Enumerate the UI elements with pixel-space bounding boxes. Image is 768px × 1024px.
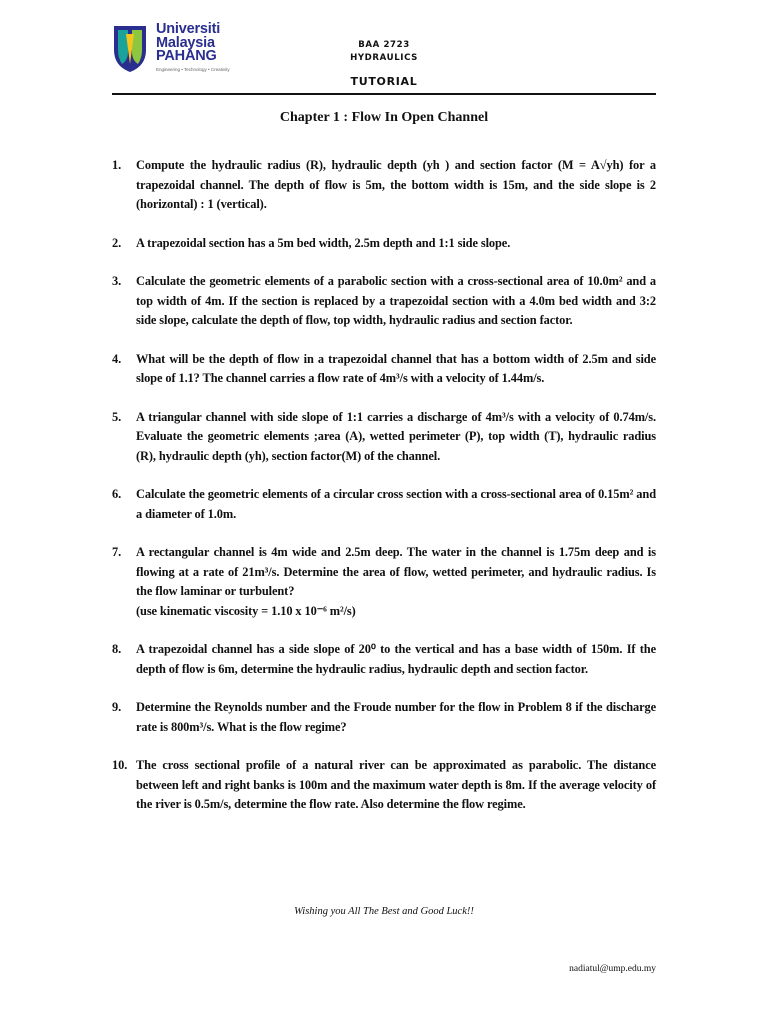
question-number: 5. <box>112 409 122 424</box>
course-code: BAA 2723 <box>358 40 410 50</box>
shield-emblem-icon <box>112 24 148 74</box>
logo-line-1: Universiti <box>156 21 221 37</box>
question-list <box>112 156 656 834</box>
question-text: A trapezoidal section has a 5m bed width, 2.5m depth and 1:1 side slope. <box>136 235 511 250</box>
question-number: 1. <box>112 158 122 172</box>
question-item <box>112 272 656 331</box>
question-item <box>112 698 656 737</box>
question-item <box>112 234 656 254</box>
course-subject: HYDRAULICS <box>350 53 418 63</box>
question-text: Compute the hydraulic radius (R), hydraulic depth (yh ) and section factor (M = A√yh) for a trapezoidal channel. The depth of flow is 5m, the bottom width is 15m, and the side slope is 2 (horizontal) : 1 (vertical). <box>136 158 656 211</box>
question-item <box>112 350 656 389</box>
question-item <box>112 640 656 679</box>
question-note: (use kinematic viscosity = 1.10 x 10⁻⁶ m²/s) <box>136 603 356 618</box>
logo-line-2: Malaysia <box>156 34 215 51</box>
header-divider <box>112 93 656 95</box>
document-type: TUTORIAL <box>350 75 418 88</box>
question-item <box>112 156 656 215</box>
logo-wordmark <box>156 23 220 64</box>
question-item <box>112 485 656 524</box>
university-logo <box>112 20 228 76</box>
question-text: A trapezoidal channel has a side slope of 20⁰ to the vertical and has a base width of 150m. If the depth of flow is 6m, determine the hydraulic radius, hydraulic depth and section factor. <box>136 642 656 676</box>
chapter-title: Chapter 1 : Flow In Open Channel <box>279 110 489 125</box>
question-item <box>112 543 656 621</box>
footer-email: nadiatul@ump.edu.my <box>569 964 656 974</box>
question-text: What will be the depth of flow in a trapezoidal channel that has a bottom width of 2.5m and side slope of 1.1? The channel carries a flow rate of 4m³/s with a velocity of 1.44m/s. <box>136 351 656 385</box>
question-item <box>112 756 656 815</box>
question-number: 3. <box>112 274 122 288</box>
question-text: Calculate the geometric elements of a parabolic section with a cross-sectional area of 10.0m² and a top width of 4m. If the section is replaced by a trapezoidal section with a 4.0m bed width and 3:2 side slope, calculate the depth of flow, top width, hydraulic radius and section factor. <box>136 274 656 327</box>
question-item <box>112 408 656 467</box>
question-number: 10. <box>112 758 128 772</box>
question-number: 8. <box>112 642 122 656</box>
question-text: Determine the Reynolds number and the Froude number for the flow in Problem 8 if the discharge rate is 800m³/s. What is the flow regime? <box>136 700 656 734</box>
question-text: A triangular channel with side slope of 1:1 carries a discharge of 4m³/s with a velocity of 0.74m/s. Evaluate the geometric elements ;area (A), wetted perimeter (P), top width (T), hydraulic radius (R), hydraulic depth (yh), section factor(M) of the channel. <box>136 409 656 463</box>
question-number: 4. <box>112 351 122 366</box>
question-number: 7. <box>112 545 122 559</box>
logo-line-3: PAHANG <box>156 48 217 64</box>
question-number: 2. <box>112 235 122 250</box>
logo-tagline: Engineering • Technology • Creativity <box>156 67 230 72</box>
question-number: 6. <box>112 487 122 501</box>
closing-message: Wishing you All The Best and Good Luck!! <box>294 906 474 917</box>
question-text: Calculate the geometric elements of a circular cross section with a cross-sectional area of 0.15m² and a diameter of 1.0m. <box>136 487 656 521</box>
question-number: 9. <box>112 700 122 714</box>
question-text: The cross sectional profile of a natural river can be approximated as parabolic. The distance between left and right banks is 100m and the maximum water depth is 8m. If the average velocity of the river is 0.5m/s, determine the flow rate. Also determine the flow regime. <box>136 758 656 811</box>
question-text: A rectangular channel is 4m wide and 2.5m deep. The water in the channel is 1.75m deep and is flowing at a rate of 21m³/s. Determine the area of flow, wetted perimeter, and hydraulic radius. Is the flow laminar or turbulent? <box>136 545 656 598</box>
